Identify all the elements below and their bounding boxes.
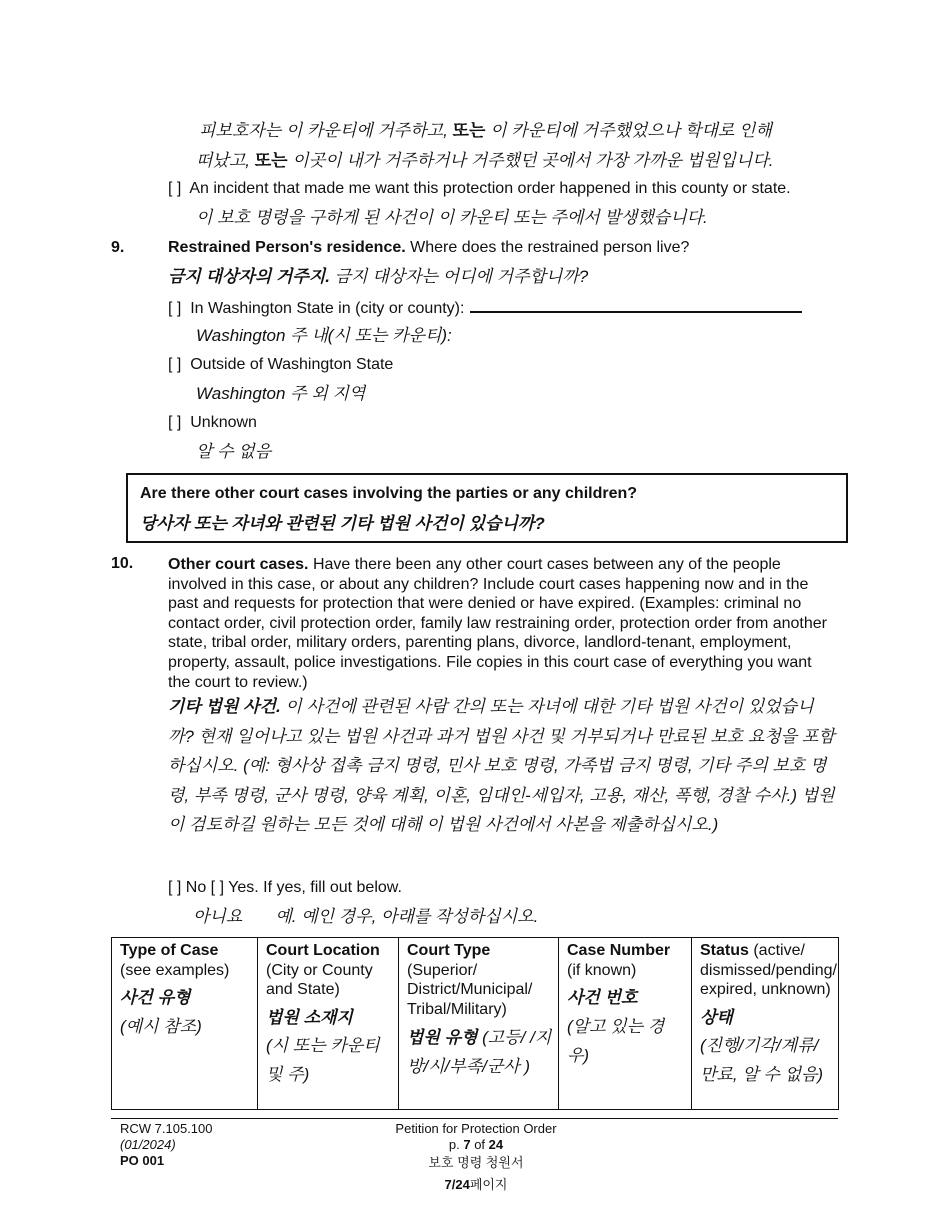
section-9-title: Restrained Person's residence. Where does the restrained person live? [168, 239, 690, 256]
or-emphasis-2: 또는 [254, 151, 288, 170]
residence-option-outside-ko: Washington 주 외 지역 [196, 384, 366, 403]
court-cases-table [111, 937, 839, 1110]
residence-option-washington-ko: Washington 주 내(시 또는 카운티): [196, 326, 452, 345]
box-question-ko: 당사자 또는 자녀와 관련된 기타 법원 사건이 있습니까? [140, 514, 545, 533]
checkbox[interactable]: [ ] [168, 300, 182, 317]
section-10-number: 10. [111, 555, 134, 572]
table-header-row [112, 938, 839, 1110]
footer-divider [111, 1118, 838, 1119]
residence-option-outside[interactable]: [ ] Outside of Washington State [168, 356, 394, 373]
other-cases-answer[interactable]: [ ] No [ ] Yes. If yes, fill out below. [168, 879, 402, 896]
checkbox[interactable]: [ ] [168, 356, 182, 373]
continuation-line-1: 피보호자는 이 카운티에 거주하고, 또는 이 카운티에 거주했었으나 학대로 인해 [199, 121, 772, 140]
other-cases-question-box [126, 473, 848, 543]
section-9-number: 9. [111, 239, 125, 256]
footer-title: Petition for Protection Order [395, 1121, 557, 1136]
footer-title-ko: 보호 명령 청원서 [428, 1155, 524, 1170]
footer-center [376, 1121, 576, 1193]
section-10-body-en: Other court cases. Have there been any other court cases between any of the people involved in this case, or about any children? Include court cases happening now and in the past and requests for protection that were denied or have expired. (Examples: criminal no contact order, civil protection order, family law restraining order, protection order from another state, tribal order, military orders, parenting plans, divorce, landlord-tenant, employment, property, assault, police investigations. File copies in this court case of everything you want the court to review.) [168, 556, 827, 691]
residence-option-washington[interactable]: [ ] In Washington State in (city or county): [168, 297, 802, 318]
col-case-number[interactable]: Case Number (if known) 사건 번호 (알고 있는 경우) [559, 938, 692, 1110]
footer-rcw: RCW 7.105.100 [120, 1121, 213, 1136]
continuation-line-2: 떠났고, 또는 이곳이 내가 거주하거나 거주했던 곳에서 가장 가까운 법원입니다. [196, 151, 774, 170]
residence-option-unknown-ko: 알 수 없음 [196, 442, 272, 461]
footer-page-ko: 7/24페이지 [444, 1177, 508, 1192]
footer-page: p. 7 of 24 [448, 1137, 504, 1152]
checkbox[interactable]: [ ] [168, 414, 182, 431]
other-cases-answer-ko: 아니요 예. 예인 경우, 아래를 작성하십시오. [193, 907, 539, 926]
footer-form-number: PO 001 [120, 1153, 165, 1168]
incident-checkbox-option[interactable]: [ ] An incident that made me want this protection order happened in this county or state. [168, 180, 791, 197]
section-9-title-ko: 금지 대상자의 거주지. 금지 대상자는 어디에 거주합니까? [168, 267, 589, 286]
section-10-body-ko: 기타 법원 사건. 이 사건에 관련된 사람 간의 또는 자녀에 대한 기타 법원 사건이 있었습니까? 현재 일어나고 있는 법원 사건과 과거 법원 사건 및 거부되거나 만료된 보호 요청을 포함하십시오. (예: 형사상 접촉 금지 명령, 민사 보호 명령, 가족법 금지 명령, 기타 주의 보호 명령, 부족 명령, 군사 명령, 양육 계획, 이혼, 임대인-세입자, 고용, 재산, 폭행, 경찰 수사.) 법원이 검토하길 원하는 모든 것에 대해 이 법원 사건에서 사본을 제출하십시오.) [168, 697, 835, 834]
footer-left [120, 1121, 213, 1169]
or-emphasis: 또는 [452, 121, 486, 140]
col-type-of-case[interactable]: Type of Case (see examples) 사건 유형 (예시 참조) [112, 938, 258, 1110]
col-court-type[interactable]: Court Type (Superior/ District/Municipal/ Tribal/Military) 법원 유형 (고등/ /지방/시/부족/군사 ) [399, 938, 559, 1110]
col-status[interactable]: Status (active/ dismissed/pending/ expired, unknown) 상태 (진행/기각/계류/ 만료, 알 수 없음) [692, 938, 839, 1110]
incident-ko: 이 보호 명령을 구하게 된 사건이 이 카운티 또는 주에서 발생했습니다. [196, 208, 708, 227]
checkbox[interactable]: [ ] [168, 180, 182, 197]
residence-option-unknown[interactable]: [ ] Unknown [168, 414, 257, 431]
col-court-location[interactable]: Court Location (City or County and State) 법원 소재지 (시 또는 카운티 및 주) [258, 938, 399, 1110]
box-question-en: Are there other court cases involving the parties or any children? [140, 485, 638, 502]
city-county-field[interactable] [470, 297, 802, 313]
footer-date: (01/2024) [120, 1137, 176, 1152]
